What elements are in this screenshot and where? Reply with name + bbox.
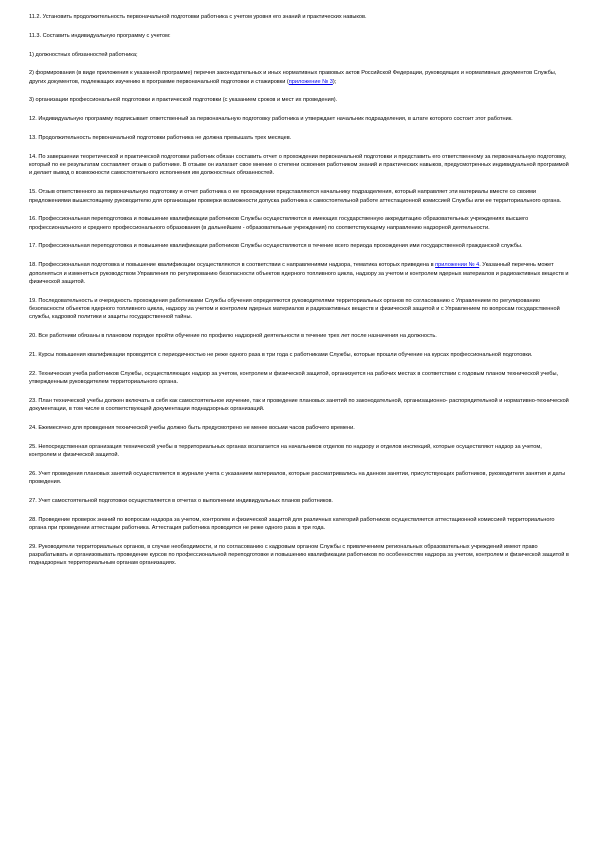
paragraph: 23. План технической учебы должен включать в себя как самостоятельное изучение, так и проведение плановых занятий по законодательной, организационно- распорядительной и нормативно-технической документации, в том числе в соответствующей документации поднадзорных организаций.: [29, 397, 569, 413]
paragraph: 26. Учет проведения плановых занятий осуществляется в журнале учета с указанием материалов, которые рассматривались на данном занятии, присутствующих работников, руководителя занятия и даты проведения.: [29, 470, 566, 485]
paragraph: 15. Отзыв ответственного за первоначальную подготовку и отчет работника о ее прохождении представляются начальнику подразделения, который направляет эти материалы вместе со своими предложениями вышестоящему руководителю для организации проверки возможности допуска работника к самостоятельной работе аттестационной комиссией Службы или ее территориального органа.: [29, 189, 562, 204]
paragraph: 27. Учет самостоятельной подготовки осуществляется в отчетах о выполнении индивидуальных планов работников.: [29, 497, 333, 504]
paragraph: 22. Техническая учеба работников Службы, осуществляющих надзор за учетом, контролем и физической защитой, организуется на рабочих местах в соответствии с годовым планом технической учебы, утвержденным руководителем территориального органа.: [29, 370, 559, 385]
paragraph: 11.2. Установить продолжительность первоначальной подготовки работника с учетом уровня его знаний и практических навыков.: [29, 14, 367, 20]
paragraph: 20. Все работники обязаны в плановом порядке пройти обучение по профилю надзорной деятельности в течение трех лет после назначения на должность.: [29, 333, 437, 340]
document-body: [29, 13, 569, 578]
appendix-link[interactable]: приложение № 3: [288, 78, 333, 85]
paragraph: 16. Профессиональная переподготовка и повышение квалификации работников Службы осуществляются в имеющих государственную аккредитацию образовательных учреждениях высшего профессионального и среднего профессионального образования (в дальнейшем - образовательные учреждения) по соответствующему направлению надзорной деятельности.: [29, 216, 529, 231]
paragraph: 1) должностных обязанностей работника;: [29, 51, 138, 58]
paragraph: 17. Профессиональная переподготовка и повышение квалификации работников Службы осуществляются в течение всего периода прохождения ими государственной гражданской службы.: [29, 243, 523, 250]
paragraph-text: );: [332, 78, 337, 85]
paragraph: 12. Индивидуальную программу подписывает ответственный за первоначальную подготовку работника и утверждает начальник подразделения, в штате которого состоит этот работник.: [29, 116, 513, 123]
paragraph: 13. Продолжительность первоначальной подготовки работника не должна превышать трех месяцев.: [29, 135, 292, 142]
paragraph: 14. По завершении теоретической и практической подготовки работник обязан составить отчет о прохождении первоначальной подготовки и представить его ответственному за первоначальную подготовку, который по ее результатам составляет отзыв о работнике. В отзыве он излагает свое мнение о степени освоения работником знаний и практических навыков, предусмотренных индивидуальной программой и делает вывод о возможности самостоятельного исполнения им должностных обязанностей.: [29, 153, 569, 177]
appendix-link[interactable]: приложении № 4: [435, 262, 480, 269]
paragraph: 28. Проведение проверок знаний по вопросам надзора за учетом, контролем и физической защитой для различных категорий работников осуществляется аттестационной комиссией территориального органа при проведении аттестации работника. Аттестация работника проводится не реже одного раза в три года.: [29, 516, 555, 531]
paragraph: 24. Ежемесячно для проведения технической учебы должно быть предусмотрено не менее восьми часов рабочего времени.: [29, 424, 355, 431]
paragraph-text: 18. Профессиональная подготовка и повышение квалификации осуществляются в соответствии с направлениями надзора, тематика которых приведена в: [29, 262, 436, 269]
paragraph: 21. Курсы повышения квалификации проводятся с периодичностью не реже одного раза в три года с работниками Службы, которые прошли обучение на курсах профессиональной подготовки.: [29, 351, 533, 358]
paragraph: 11.3. Составить индивидуальную программу с учетом:: [29, 32, 171, 39]
paragraph: [29, 261, 569, 286]
paragraph: 19. Последовательность и очередность прохождения работниками Службы обучения определяются руководителями территориальных органов по согласованию с Управлением по регулированию безопасности объектов ядерного топливного цикла, надзору за учетом и контролем ядерных материалов и радиоактивных веществ и физической защитой и с Управлением по вопросам государственной службы, кадровой политики и защиты государственной тайны.: [29, 297, 560, 321]
paragraph-text: 2) формирования (в виде приложения к указанной программе) перечня законодательных и иных нормативных правовых актов Российской Федерации, руководящих и нормативных документов Службы, других документов, подлежащих изучению в программе первоначальной подготовки и стажировки (: [29, 70, 557, 85]
paragraph: 29. Руководители территориальных органов, в случае необходимости, и по согласованию с кадровым органом Службы с привлечением региональных образовательных учреждений имеют право разрабатывать и организовывать проведение курсов по профессиональной переподготовке и повышению квалификации работников по особенностям надзора за учетом, контролем и физической защитой в поднадзорных территориальным органам организациях.: [29, 543, 569, 567]
paragraph: 3) организации профессиональной подготовки и практической подготовки (с указанием сроков и мест их проведения).: [29, 97, 338, 104]
paragraph: 25. Непосредственная организация технической учебы в территориальных органах возлагается на начальников отделов по надзору и отделов инспекций, которые осуществляют надзор за учетом, контролем и физической защитой.: [29, 443, 542, 458]
paragraph: [29, 69, 569, 86]
paragraph-text: . Указанный перечень может дополняться и изменяться руководством Управления по регулированию безопасности объектов ядерного топливного цикла, надзору за учетом и контролем ядерных материалов и радиоактивных веществ и физической защитой.: [29, 262, 569, 285]
